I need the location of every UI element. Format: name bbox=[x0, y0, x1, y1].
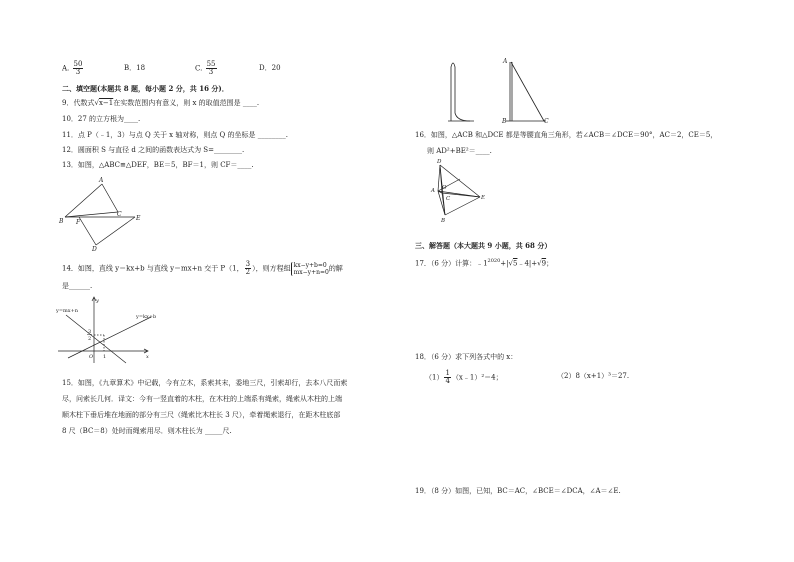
q14-label-frac-den: 2 bbox=[88, 336, 92, 342]
q14-label-y: y bbox=[96, 298, 99, 304]
option-a: A. $\frac{50}{3}$ bbox=[62, 60, 83, 76]
q14-label-x: x bbox=[146, 354, 149, 360]
question-10: 10．27 的立方根为____. bbox=[62, 115, 141, 123]
q14-label-origin: O bbox=[89, 354, 94, 360]
question-11: 11．点 P（﹣1，3）与点 Q 关于 x 轴对称，则点 Q 的坐标是 ________. bbox=[62, 131, 288, 139]
q13-label-d: D bbox=[92, 246, 97, 253]
question-16-line-2: 则 AD²+BE²＝____. bbox=[427, 147, 492, 155]
q14-label-one: 1 bbox=[103, 354, 107, 360]
q16-figure bbox=[420, 157, 495, 225]
question-19: 19．（8 分）如图，已知，BC＝AC，∠BCE＝∠DCA，∠A＝∠E. bbox=[415, 487, 621, 495]
q13-label-a: A bbox=[99, 177, 104, 184]
q15-label-c: C bbox=[544, 118, 549, 125]
option-b: B．18 bbox=[124, 64, 146, 72]
q16-label-b: B bbox=[441, 218, 446, 224]
question-15-line-3: 顺木柱下垂后堆在地面的部分有三尺（绳索比木柱长 3 尺），牵着绳索退行，在距木柱底部 bbox=[62, 411, 341, 419]
q13-label-e: E bbox=[136, 215, 141, 222]
question-16-line-1: 16．如图，△ACB 和△DCE 都是等腰直角三角形，若∠ACB＝∠DCE＝90°，AC＝2，CE＝5， bbox=[415, 131, 718, 139]
question-9: 9．代数式√x−1在实数范围内有意义，则 x 的取值范围是 ____. bbox=[62, 99, 260, 107]
option-c: C. $\frac{55}{3}$ bbox=[195, 60, 216, 76]
q14-label-line1: y=mx+n bbox=[56, 308, 78, 314]
q13-label-f: F bbox=[76, 219, 81, 226]
question-18-part-2: （2）8（x+1）³＝27. bbox=[557, 372, 630, 380]
question-13: 13．如图，△ABC≌△DEF，BE＝5，BF＝1，则 CF＝____. bbox=[62, 161, 254, 169]
q15-label-b: B bbox=[502, 118, 507, 125]
section-2-title: 二、填空题(本题共 8 题，每小题 2 分，共 16 分)． bbox=[62, 84, 229, 93]
q15-figure bbox=[440, 55, 560, 125]
question-15-line-2: 尽，问索长几何．译文：今有一竖直着的木柱，在木柱的上端系有绳索，绳索从木柱的上端 bbox=[62, 395, 342, 403]
q16-label-e: E bbox=[481, 195, 486, 201]
question-12: 12．圆面积 S 与直径 d 之间的函数表达式为 S=________. bbox=[62, 146, 245, 154]
option-d: D．20 bbox=[259, 64, 281, 72]
question-15-line-1: 15．如图，《九章算术》中记载，今有立木，系索其末，委地三尺，引索却行，去本八尺而索 bbox=[62, 379, 348, 387]
q13-label-c: C bbox=[117, 211, 122, 218]
section-3-title: 三、解答题（本大题共 9 小题，共 68 分） bbox=[415, 241, 552, 250]
q13-triangle-figure bbox=[55, 172, 155, 254]
q13-label-b: B bbox=[59, 218, 64, 225]
q16-label-d: D bbox=[437, 159, 442, 165]
question-15-line-4: 8 尺（BC＝8）处时而绳索用尽．则木柱长为 _____尺. bbox=[62, 427, 232, 435]
question-17: 17．（6 分）计算：$﹣1^{2020}+|√5﹣4|+√9$； bbox=[415, 258, 554, 268]
question-18-part-1: （1） $\frac{1}{4}$ （x﹣1）²＝4； bbox=[425, 369, 503, 385]
q15-label-a: A bbox=[503, 58, 508, 65]
q16-label-a: A bbox=[431, 188, 435, 194]
question-14: 14．如图，直线 y＝kx+b 与直线 y＝mx+n 交于 P（1， $\frac{3}{2}$ ），则方程组 kx−y+b=0 mx−y+n=0 的解 bbox=[62, 260, 343, 276]
q14-graph-figure bbox=[56, 295, 166, 365]
q14-label-line2: y=kx+b bbox=[136, 314, 157, 320]
question-18: 18．（6 分）求下列各式中的 x： bbox=[415, 353, 518, 361]
q16-label-c: C bbox=[446, 196, 451, 202]
q16-label-o: O bbox=[442, 185, 447, 191]
question-14-line-2: 是______. bbox=[62, 282, 93, 290]
q14-label-frac-num: 3 bbox=[88, 329, 92, 335]
